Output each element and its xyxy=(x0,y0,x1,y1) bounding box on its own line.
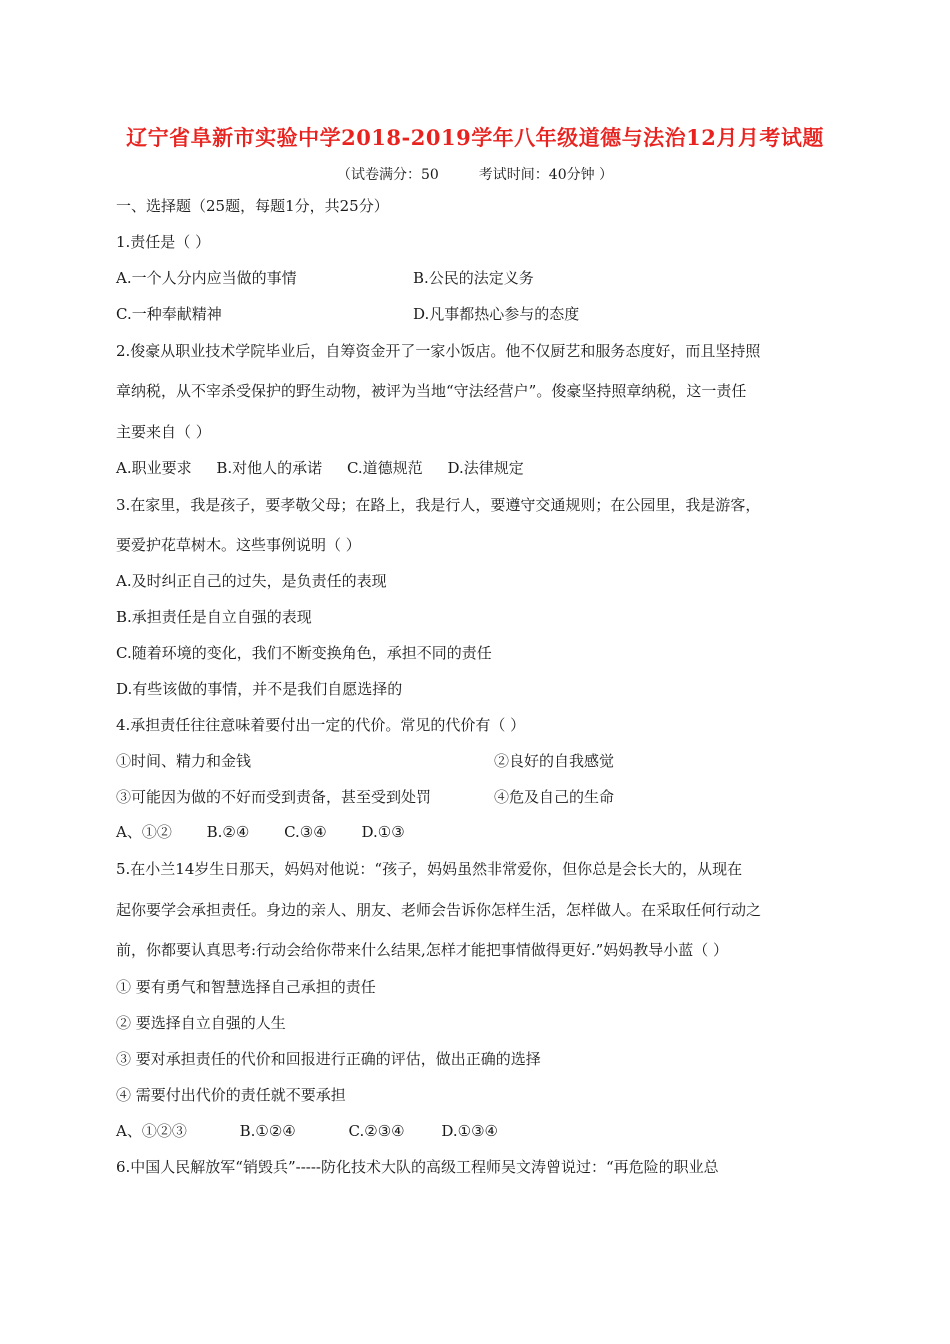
q5-option-c: C.②③④ xyxy=(348,1122,405,1140)
q5-item-4: ④ 需要付出代价的责任就不要承担 xyxy=(116,1086,346,1104)
score-info: （试卷满分：50 xyxy=(336,167,439,183)
q5-option-b: B.①②④ xyxy=(239,1122,296,1140)
section-heading: 一、选择题（25题，每题1分，共25分） xyxy=(116,197,389,215)
q1-option-d: D.凡事都热心参与的态度 xyxy=(413,305,580,323)
q3-line-1: 3.在家里，我是孩子，要孝敬父母；在路上，我是行人，要遵守交通规则；在公园里，我是游客， xyxy=(116,496,761,514)
q4-option-b: B.②④ xyxy=(206,823,250,841)
q5-options xyxy=(116,1121,498,1141)
q3-option-b: B.承担责任是自立自强的表现 xyxy=(116,608,312,626)
q3-option-c: C.随着环境的变化，我们不断变换角色，承担不同的责任 xyxy=(116,644,492,662)
exam-subtitle xyxy=(0,164,950,184)
q4-options xyxy=(116,822,405,842)
q2-option-b: B.对他人的承诺 xyxy=(216,459,323,477)
q5-item-3: ③ 要对承担责任的代价和回报进行正确的评估，做出正确的选择 xyxy=(116,1050,541,1068)
q5-option-d: D.①③④ xyxy=(441,1122,498,1140)
q2-options xyxy=(116,458,524,478)
q6-line-1: 6.中国人民解放军“销毁兵”-----防化技术大队的高级工程师吴文涛曾说过：“再危险的职业总 xyxy=(116,1158,719,1176)
q2-line-1: 2.俊豪从职业技术学院毕业后，自筹资金开了一家小饭店。他不仅厨艺和服务态度好，而且坚持照 xyxy=(116,342,761,360)
q3-option-a: A.及时纠正自己的过失，是负责任的表现 xyxy=(116,572,387,590)
q4-option-a: A、①② xyxy=(116,823,172,841)
q5-item-1: ① 要有勇气和智慧选择自己承担的责任 xyxy=(116,978,376,996)
q4-item-3: ③可能因为做的不好而受到责备，甚至受到处罚 xyxy=(116,788,432,806)
q4-option-c: C.③④ xyxy=(284,823,327,841)
time-info: 考试时间：40分钟 ） xyxy=(478,167,614,183)
exam-title: 辽宁省阜新市实验中学2018-2019学年八年级道德与法治12月月考试题 xyxy=(126,125,824,150)
q1-option-a: A.一个人分内应当做的事情 xyxy=(116,269,297,287)
q4-item-4: ④危及自己的生命 xyxy=(494,788,615,806)
q5-line-1: 5.在小兰14岁生日那天，妈妈对他说：“孩子，妈妈虽然非常爱你，但你总是会长大的，从现在 xyxy=(116,860,743,878)
q3-option-d: D.有些该做的事情，并不是我们自愿选择的 xyxy=(116,680,403,698)
q5-item-2: ② 要选择自立自强的人生 xyxy=(116,1014,286,1032)
q2-line-2: 章纳税，从不宰杀受保护的野生动物，被评为当地“守法经营户”。俊豪坚持照章纳税，这一责任 xyxy=(116,382,747,400)
q5-line-2: 起你要学会承担责任。身边的亲人、朋友、老师会告诉你怎样生活，怎样做人。在采取任何行动之 xyxy=(116,901,762,919)
q1-option-b: B.公民的法定义务 xyxy=(413,269,534,287)
q2-line-3: 主要来自（ ） xyxy=(116,423,211,441)
q2-option-c: C.道德规范 xyxy=(346,459,423,477)
q5-line-3: 前，你都要认真思考:行动会给你带来什么结果,怎样才能把事情做得更好.”妈妈教导小蓝（ ） xyxy=(116,941,729,959)
q3-line-2: 要爱护花草树木。这些事例说明（ ） xyxy=(116,536,361,554)
q1-stem: 1.责任是（ ） xyxy=(116,233,211,251)
q2-option-d: D.法律规定 xyxy=(447,459,524,477)
q1-option-c: C.一种奉献精神 xyxy=(116,305,222,323)
q4-item-1: ①时间、精力和金钱 xyxy=(116,752,252,770)
q2-option-a: A.职业要求 xyxy=(116,459,192,477)
q4-item-2: ②良好的自我感觉 xyxy=(494,752,615,770)
q4-option-d: D.①③ xyxy=(361,823,405,841)
q4-stem: 4.承担责任往往意味着要付出一定的代价。常见的代价有（ ） xyxy=(116,716,526,734)
q5-option-a: A、①②③ xyxy=(116,1122,187,1140)
